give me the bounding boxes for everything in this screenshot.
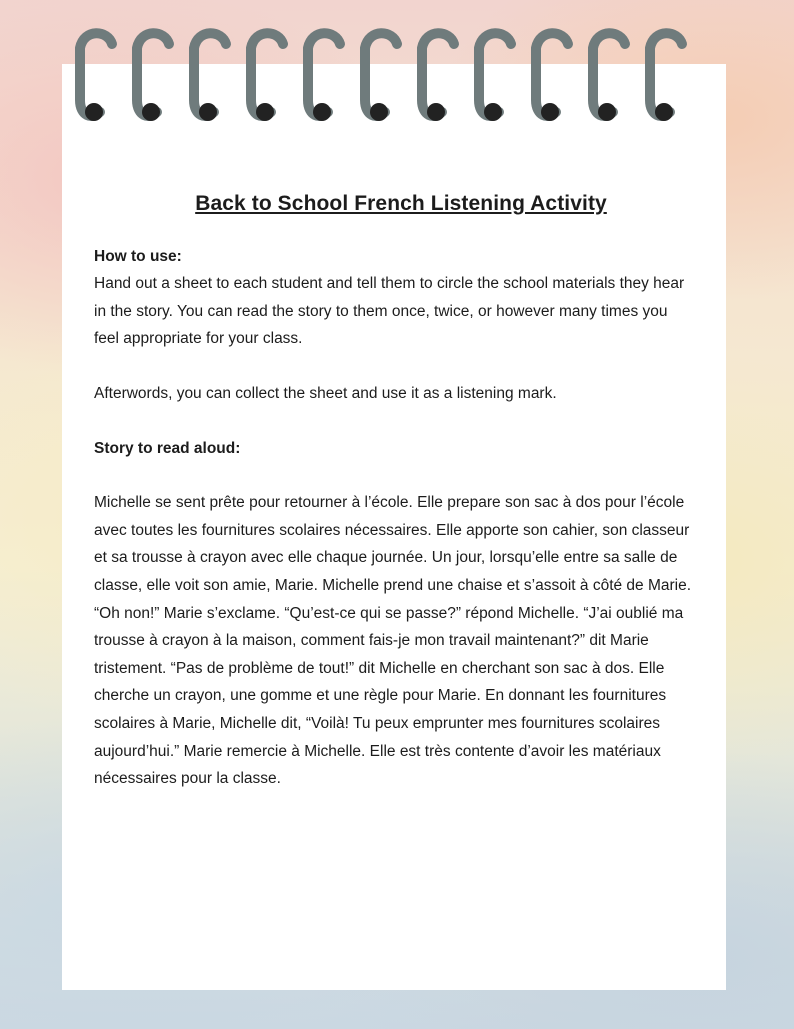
spiral-ring-icon — [640, 22, 692, 130]
spiral-ring-icon — [583, 22, 635, 130]
spiral-ring-icon — [526, 22, 578, 130]
how-to-use-paragraph-1: Hand out a sheet to each student and tell them to circle the school materials they hear in the story. You can read the story to them once, twice, or however many times you feel appropriate for your class. — [94, 275, 685, 348]
how-to-use-paragraph-2: Afterwords, you can collect the sheet and use it as a listening mark. — [94, 384, 557, 402]
spacer — [94, 462, 694, 489]
spacer — [94, 353, 694, 380]
spiral-ring-icon — [241, 22, 293, 130]
worksheet-content — [94, 190, 694, 793]
spiral-ring-icon — [70, 22, 122, 130]
spiral-ring-icon — [355, 22, 407, 130]
spiral-ring-icon — [127, 22, 179, 130]
page-title: Back to School French Listening Activity — [195, 192, 607, 215]
spacer — [94, 408, 694, 435]
story-text: Michelle se sent prête pour retourner à l’école. Elle prepare son sac à dos pour l’école avec toutes les fournitures scolaires nécessaires. Elle apporte son cahier, son classeur et sa trousse à crayon avec elle chaque journée. Un jour, lorsqu’elle entre sa salle de classe, elle voit son amie, Marie. Michelle prend une chaise et s’assoit à côté de Marie. “Oh non!” Marie s’exclame. “Qu’est-ce qui se passe?” répond Michelle. “J’ai oublié ma trousse à crayon à la maison, comment fais-je mon travail maintenant?” dit Marie tristement. “Pas de problème de tout!” dit Michelle en cherchant son sac à dos. Elle cherche un crayon, une gomme et une règle pour Marie. En donnant les fournitures scolaires à Marie, Michelle dit, “Voilà! Tu peux emprunter mes fournitures scolaires aujourd’hui.” Marie remercie à Michelle. Elle est très contente d’avoir les matériaux nécessaires pour la classe. — [94, 494, 692, 788]
spiral-ring-icon — [184, 22, 236, 130]
spiral-ring-icon — [298, 22, 350, 130]
spiral-binding — [70, 22, 700, 132]
spiral-ring-icon — [412, 22, 464, 130]
story-heading: Story to read aloud: — [94, 439, 241, 457]
how-to-use-heading: How to use: — [94, 247, 182, 265]
spiral-ring-icon — [469, 22, 521, 130]
